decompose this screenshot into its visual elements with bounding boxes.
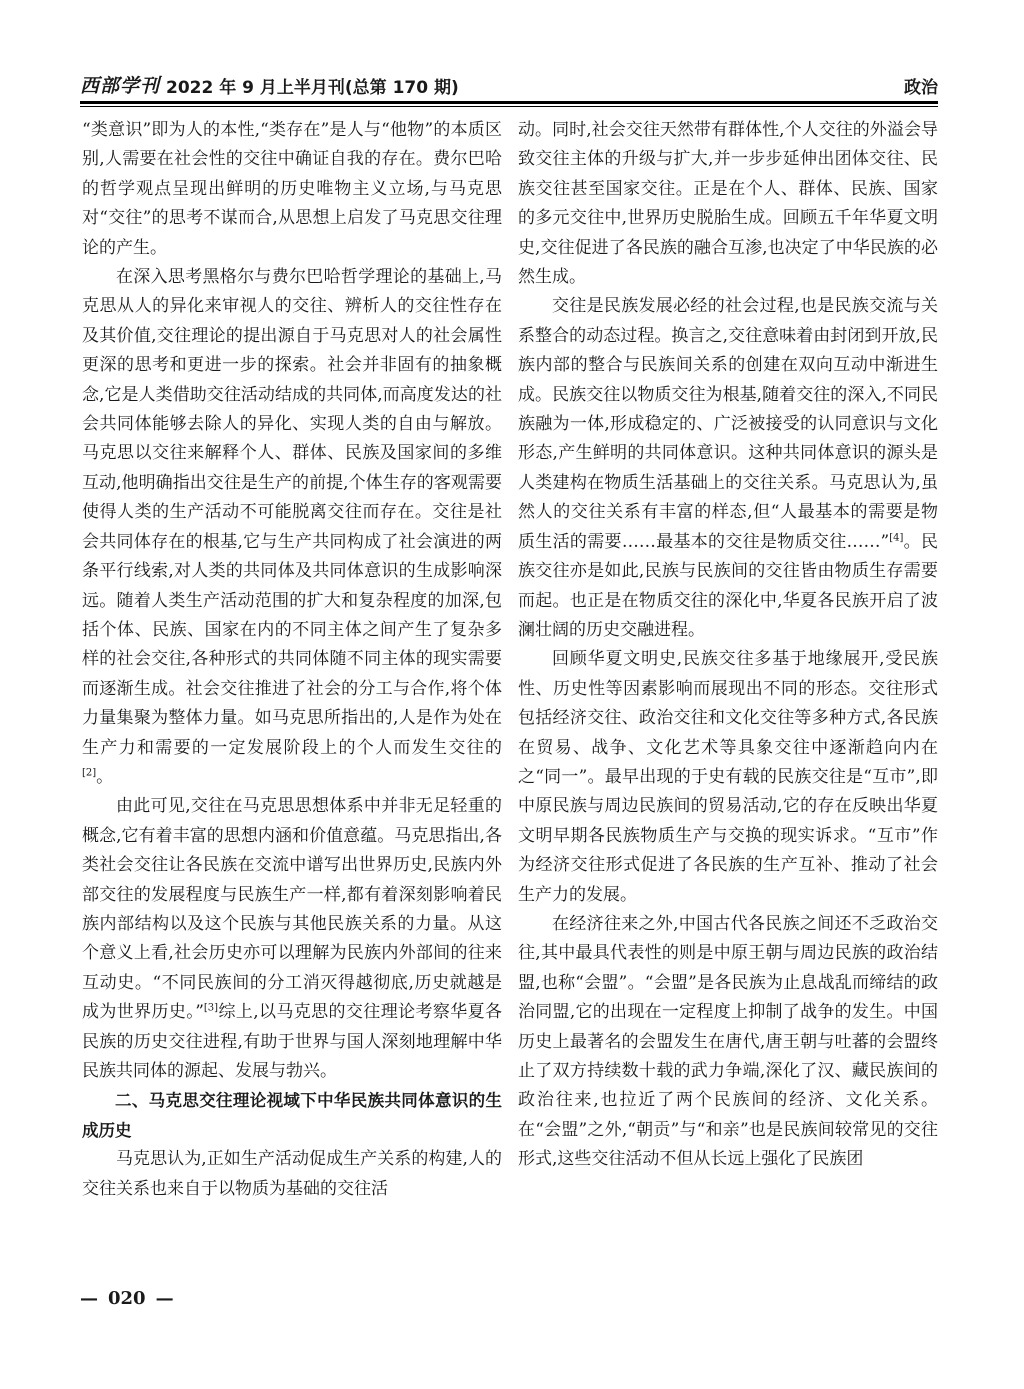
citation-marker: [4]: [889, 532, 904, 544]
paragraph: [82, 1145, 502, 1204]
paragraph: [518, 910, 938, 1175]
right-column: [518, 116, 938, 1251]
paragraph-text: “类意识”即为人的本性,“类存在”是人与“他物”的本质区别,人需要在社会性的交往中确证自我的存在。费尔巴哈的哲学观点呈现出鲜明的历史唯物主义立场,与马克思对“交往”的思考不谋而合,从思想上启发了马克思交往理论的产生。: [82, 120, 502, 258]
paragraph: [82, 116, 502, 263]
paragraph-text: 马克思认为,正如生产活动促成生产关系的构建,人的交往关系也来自于以物质为基础的交往活: [82, 1149, 502, 1199]
issue-label: 2022 年 9 月上半月刊(总第 170 期): [166, 78, 459, 98]
journal-logo: 西部学刊: [80, 75, 161, 97]
paragraph: [518, 116, 938, 292]
page-header: [80, 72, 938, 98]
paragraph-text: 在深入思考黑格尔与费尔巴哈哲学理论的基础上,马克思从人的异化来审视人的交往、辨析人的交往性存在及其价值,交往理论的提出源自于马克思对人的社会属性更深的思考和更进一步的探索。社会并非固有的抽象概念,它是人类借助交往活动结成的共同体,而高度发达的社会共同体能够去除人的异化、实现人类的自由与解放。马克思以交往来解释个人、群体、民族及国家间的多维互动,他明确指出交往是生产的前提,个体生存的客观需要使得人类的生产活动不可能脱离交往而存在。交往是社会共同体存在的根基,它与生产共同构成了社会演进的两条平行线索,对人类的共同体及共同体意识的生成影响深远。随着人类生产活动范围的扩大和复杂程度的加深,包括个体、民族、国家在内的不同主体之间产生了复杂多样的社会交往,各种形式的共同体随不同主体的现实需要而逐渐生成。社会交往推进了社会的分工与合作,将个体力量集聚为整体力量。如马克思所指出的,人是作为处在生产力和需要的一定发展阶段上的个人而发生交往的: [82, 267, 502, 758]
left-column: [82, 116, 502, 1251]
page-footer: [80, 1288, 174, 1309]
footer-dash-right: —: [155, 1288, 174, 1309]
paragraph-text: 二、马克思交往理论视域下中华民族共同体意识的生成历史: [82, 1091, 502, 1140]
paragraph-text: 回顾华夏文明史,民族交往多基于地缘展开,受民族性、历史性等因素影响而展现出不同的形态。交往形式包括经济交往、政治交往和文化交往等多种方式,各民族在贸易、战争、文化艺术等具象交往中逐渐趋向内在之“同一”。最早出现的于史有载的民族交往是“互市”,即中原民族与周边民族间的贸易活动,它的存在反映出华夏文明早期各民族物质生产与交换的现实诉求。“互市”作为经济交往形式促进了各民族的生产互补、推动了社会生产力的发展。: [518, 649, 938, 905]
paragraph-text: 动。同时,社会交往天然带有群体性,个人交往的外溢会导致交往主体的升级与扩大,并一步步延伸出团体交往、民族交往甚至国家交往。正是在个人、群体、民族、国家的多元交往中,世界历史脱胎生成。回顾五千年华夏文明史,交往促进了各民族的融合互渗,也决定了中华民族的必然生成。: [518, 120, 938, 288]
paragraph: [518, 292, 938, 645]
section-label: 政治: [904, 78, 938, 98]
paragraph: [518, 645, 938, 910]
paragraph-text: 交往是民族发展必经的社会过程,也是民族交流与关系整合的动态过程。换言之,交往意味着由封闭到开放,民族内部的整合与民族间关系的创建在双向互动中渐进生成。民族交往以物质交往为根基,随着交往的深入,不同民族融为一体,形成稳定的、广泛被接受的认同意识与文化形态,产生鲜明的共同体意识。这种共同体意识的源头是人类建构在物质生活基础上的交往关系。马克思认为,虽然人的交往关系有丰富的样态,但“人最基本的需要是物质生活的需要……最基本的交往是物质交往……”: [518, 296, 938, 552]
citation-marker: [2]: [82, 767, 97, 779]
header-journal-info: [80, 71, 459, 98]
footer-dash-left: —: [80, 1288, 98, 1309]
header-rule-thin: [80, 106, 938, 107]
header-rule-thick: [80, 101, 938, 104]
paragraph: [82, 792, 502, 1086]
citation-marker: [3]: [203, 1002, 219, 1014]
paragraph-text-tail: 。民族交往亦是如此,民族与民族间的交往皆由物质生存需要而起。也正是在物质交往的深化中,华夏各民族开启了波澜壮阔的历史交融进程。: [518, 531, 938, 640]
paragraph-text-tail: 。: [96, 766, 114, 787]
paragraph-text: 由此可见,交往在马克思思想体系中并非无足轻重的概念,它有着丰富的思想内涵和价值意蕴。马克思指出,各类社会交往让各民族在交流中谱写出世界历史,民族内外部交往的发展程度与民族生产一样,都有着深刻影响着民族内部结构以及这个民族与其他民族关系的力量。从这个意义上看,社会历史亦可以理解为民族内外部间的往来互动史。“不同民族间的分工消灭得越彻底,历史就越是成为世界历史。”: [82, 796, 502, 1023]
paragraph-text: 在经济往来之外,中国古代各民族之间还不乏政治交往,其中最具代表性的则是中原王朝与周边民族的政治结盟,也称“会盟”。“会盟”是各民族为止息战乱而缔结的政治同盟,它的出现在一定程度上抑制了战争的发生。中国历史上最著名的会盟发生在唐代,唐王朝与吐蕃的会盟终止了双方持续数十载的武力争端,深化了汉、藏民族间的政治往来,也拉近了两个民族间的经济、文化关系。在“会盟”之外,“朝贡”与“和亲”也是民族间较常见的交往形式,这些交往活动不但从长远上强化了民族团: [518, 913, 938, 1170]
section-heading: [82, 1086, 502, 1145]
paragraph: [82, 263, 502, 792]
page-number: 020: [108, 1288, 146, 1309]
paragraph-text-tail: 综上,以马克思的交往理论考察华夏各民族的历史交往进程,有助于世界与国人深刻地理解中华民族共同体的源起、发展与勃兴。: [82, 1002, 502, 1081]
